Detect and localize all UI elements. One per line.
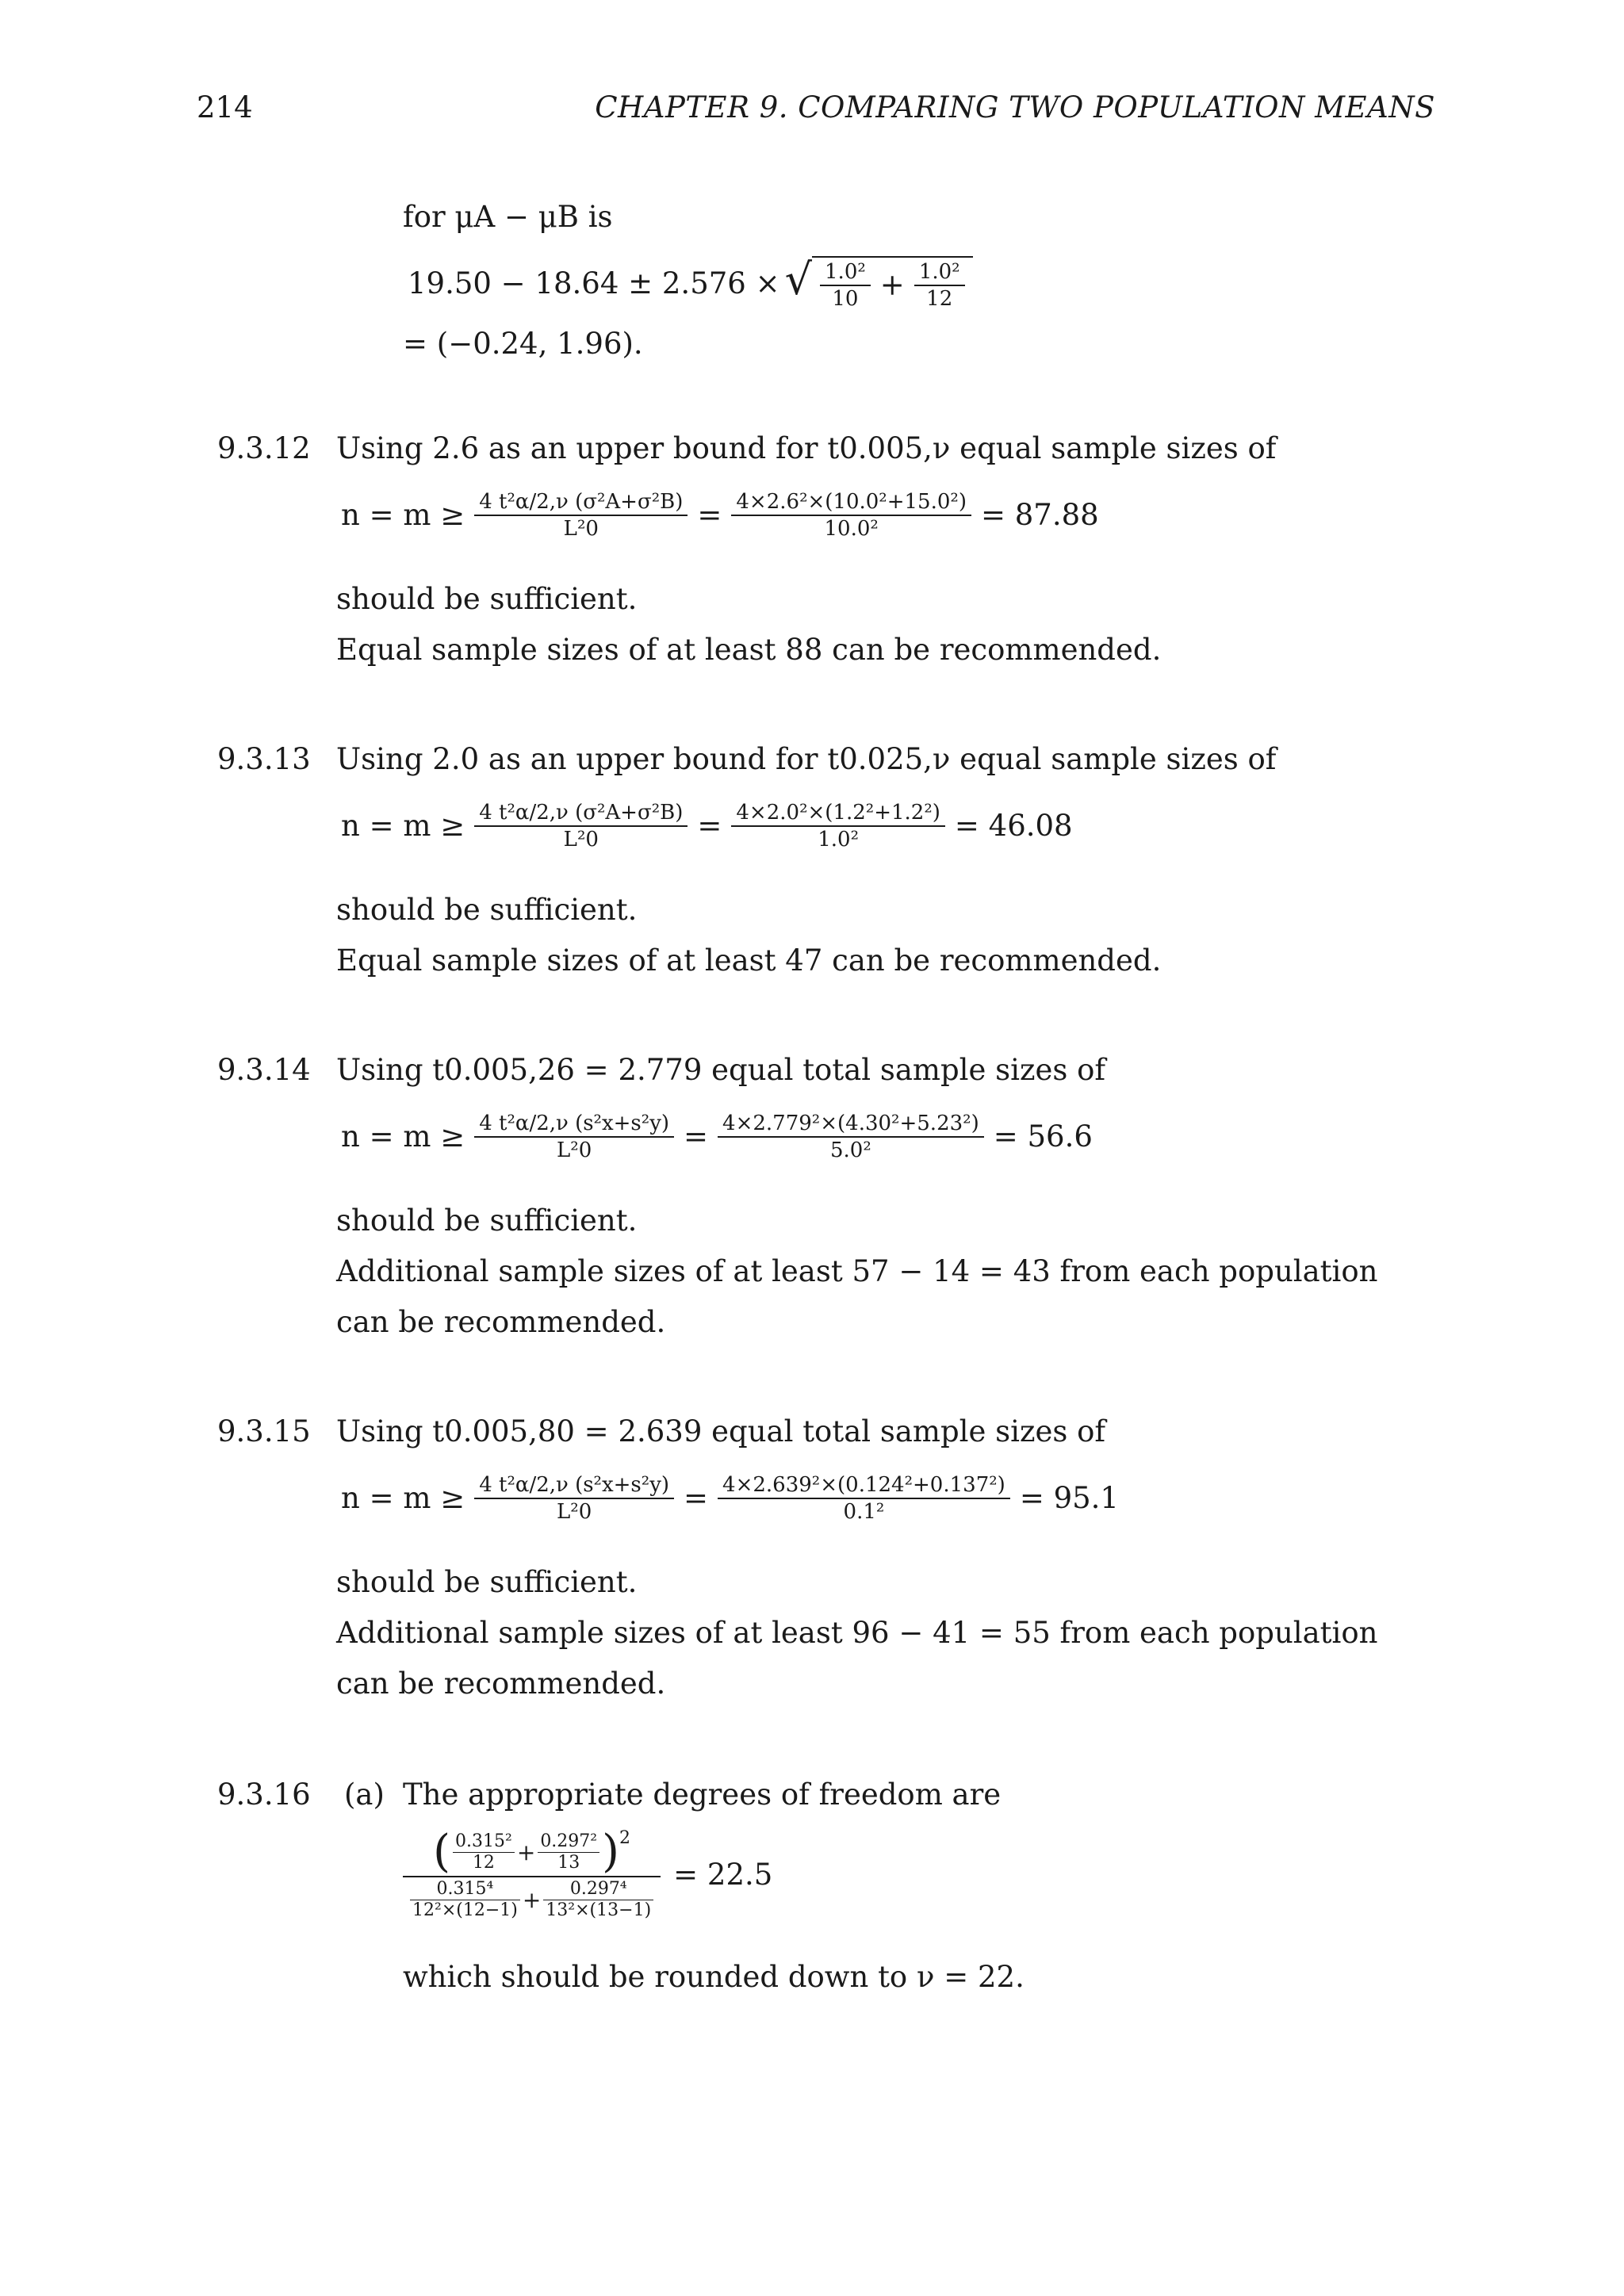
problem-intro: Using 2.0 as an upper bound for t0.025,ν equal sample sizes of	[336, 742, 1277, 776]
problem-id: 9.3.14	[217, 1053, 311, 1087]
sample-size-equation	[336, 484, 1104, 547]
df-bot-frac-b	[543, 1879, 653, 1921]
frac-numerator: 4 t²α/2,ν (σ²A+σ²B)	[474, 800, 688, 827]
problem-intro: Using t0.005,80 = 2.639 equal total sample sizes of	[336, 1414, 1106, 1448]
equals-sign: =	[684, 1481, 709, 1515]
problem-id: 9.3.13	[217, 742, 311, 776]
problem-id: 9.3.16	[217, 1777, 311, 1812]
page-number: 214	[197, 90, 253, 124]
frac-numerator: 1.0²	[820, 259, 871, 286]
top-line-3: = (−0.24, 1.96).	[403, 327, 643, 361]
plus-sign: +	[879, 268, 905, 302]
line-recommendation-cont: can be recommended.	[336, 1667, 666, 1701]
line-sufficient: should be sufficient.	[336, 1203, 638, 1238]
line-recommendation: Additional sample sizes of at least 96 − 41 = 55 from each population	[336, 1616, 1378, 1650]
frac-denominator: 0.1²	[843, 1500, 885, 1524]
plus-sign: +	[522, 1887, 542, 1913]
equals-sign: =	[697, 498, 722, 532]
frac-numerator: 4 t²α/2,ν (s²x+s²y)	[474, 1472, 674, 1499]
problem-intro: The appropriate degrees of freedom are	[403, 1777, 1002, 1812]
df-top-frac-a	[453, 1831, 515, 1873]
df-fraction	[403, 1828, 661, 1921]
line-recommendation: Equal sample sizes of at least 47 can be recommended.	[336, 943, 1162, 978]
problem-intro: Using t0.005,26 = 2.779 equal total sample sizes of	[336, 1053, 1106, 1087]
frac-denominator: 5.0²	[829, 1138, 871, 1162]
problem-id: 9.3.12	[217, 431, 311, 465]
sample-size-equation	[336, 1105, 1097, 1169]
equation-lhs: n = m ≥	[341, 1481, 465, 1515]
sqrt-frac-b	[914, 259, 965, 312]
numeric-formula	[718, 1472, 1010, 1525]
general-formula	[474, 1472, 674, 1525]
line-sufficient: should be sufficient.	[336, 582, 638, 616]
line-recommendation: Equal sample sizes of at least 88 can be recommended.	[336, 633, 1162, 667]
top-line-1	[403, 200, 613, 235]
df-denominator	[403, 1877, 661, 1921]
df-numerator	[403, 1828, 661, 1877]
equation-result: = 56.6	[993, 1119, 1093, 1154]
open-paren: (	[433, 1826, 451, 1877]
general-formula	[474, 1111, 674, 1163]
frac-numerator: 4×2.639²×(0.124²+0.137²)	[718, 1472, 1010, 1499]
frac-numerator: 0.315²	[453, 1831, 515, 1853]
sample-size-equation	[336, 1467, 1124, 1530]
plus-sign: +	[516, 1839, 536, 1866]
problem-id: 9.3.15	[217, 1414, 311, 1448]
line-sufficient: should be sufficient.	[336, 893, 638, 927]
equation-lhs: n = m ≥	[341, 1119, 465, 1154]
frac-denominator: L²0	[557, 1138, 592, 1162]
sqrt-sign: √	[784, 254, 813, 304]
equation-result: = 95.1	[1019, 1481, 1119, 1515]
running-header: CHAPTER 9. COMPARING TWO POPULATION MEANS	[595, 90, 1435, 124]
frac-numerator: 0.297²	[538, 1831, 599, 1853]
general-formula	[474, 489, 688, 541]
frac-numerator: 4×2.6²×(10.0²+15.0²)	[731, 489, 971, 516]
numeric-formula	[718, 1111, 984, 1163]
problem-intro: Using 2.6 as an upper bound for t0.005,ν equal sample sizes of	[336, 431, 1277, 465]
frac-numerator: 4 t²α/2,ν (σ²A+σ²B)	[474, 489, 688, 516]
line-recommendation-cont: can be recommended.	[336, 1305, 666, 1339]
ci-expression: 19.50 − 18.64 ± 2.576 ×	[408, 266, 780, 300]
equation-lhs: n = m ≥	[341, 809, 465, 843]
frac-numerator: 0.297⁴	[543, 1879, 653, 1900]
frac-numerator: 1.0²	[914, 259, 965, 286]
frac-denominator: L²0	[563, 828, 599, 851]
frac-denominator: 12²×(12−1)	[412, 1900, 518, 1920]
frac-numerator: 4×2.779²×(4.30²+5.23²)	[718, 1111, 984, 1138]
line-recommendation: Additional sample sizes of at least 57 − 14 = 43 from each population	[336, 1254, 1378, 1288]
frac-denominator: 13	[557, 1852, 580, 1873]
frac-denominator: 13²×(13−1)	[546, 1900, 652, 1920]
top-line-2	[403, 252, 973, 316]
frac-denominator: 1.0²	[818, 828, 860, 851]
equals-sign: =	[684, 1119, 709, 1154]
general-formula	[474, 800, 688, 852]
frac-denominator: 10.0²	[824, 517, 879, 541]
frac-numerator: 4×2.0²×(1.2²+1.2²)	[731, 800, 945, 827]
top-line-1-text: for μA − μB is	[403, 200, 613, 234]
equation-lhs: n = m ≥	[341, 498, 465, 532]
sqrt-expression	[785, 256, 973, 312]
equation-result: = 87.88	[980, 498, 1099, 532]
close-paren: )	[602, 1826, 619, 1877]
exponent: 2	[619, 1828, 630, 1848]
sample-size-equation	[336, 794, 1078, 858]
part-label: (a)	[344, 1777, 385, 1812]
frac-denominator: L²0	[563, 517, 599, 541]
frac-denominator: 12	[926, 287, 953, 311]
df-bot-frac-a	[410, 1879, 520, 1921]
df-top-frac-b	[538, 1831, 599, 1873]
numeric-formula	[731, 800, 945, 852]
sqrt-frac-a	[820, 259, 871, 312]
frac-denominator: 10	[832, 287, 859, 311]
frac-numerator: 0.315⁴	[410, 1879, 520, 1900]
equals-sign: =	[697, 809, 722, 843]
df-result: = 22.5	[673, 1857, 773, 1892]
sqrt-body	[812, 256, 973, 312]
df-formula	[403, 1828, 772, 1921]
frac-denominator: 12	[472, 1852, 495, 1873]
numeric-formula	[731, 489, 971, 541]
equation-result: = 46.08	[954, 809, 1073, 843]
frac-denominator: L²0	[557, 1500, 592, 1524]
conclusion: which should be rounded down to ν = 22.	[403, 1960, 1025, 1994]
frac-numerator: 4 t²α/2,ν (s²x+s²y)	[474, 1111, 674, 1138]
line-sufficient: should be sufficient.	[336, 1565, 638, 1599]
